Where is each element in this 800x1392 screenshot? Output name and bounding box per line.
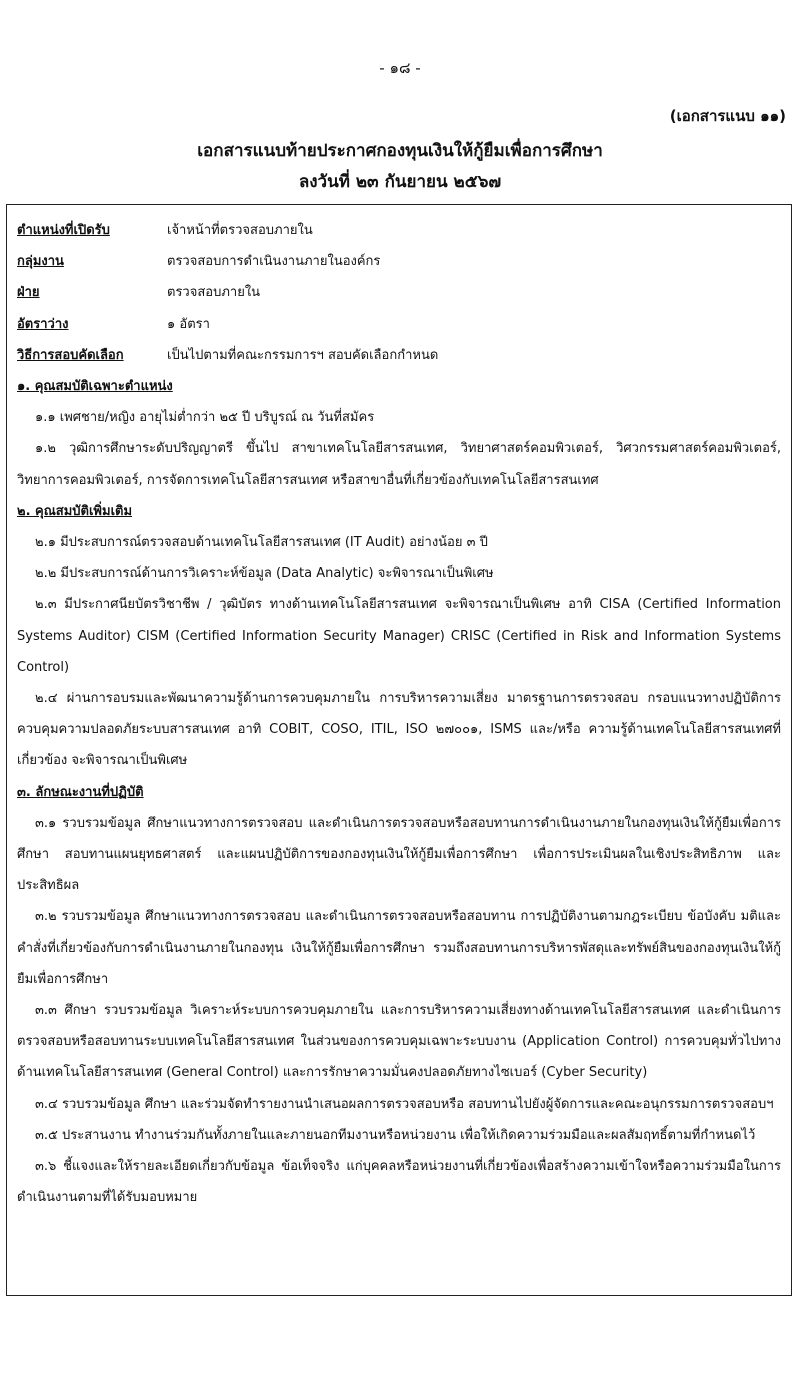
field-value: ตรวจสอบภายใน <box>167 285 261 301</box>
section-heading-specific-qualifications: ๑. คุณสมบัติเฉพาะตำแหน่ง <box>17 379 173 395</box>
field-label: กลุ่มงาน <box>17 254 64 270</box>
list-item: ๓.๖ ชี้แจงและให้รายละเอียดเกี่ยวกับข้อมูล ข้อเท็จจริง แก่บุคคลหรือหน่วยงานที่เกี่ยวข้องเพื่อสร้างความเข้าใจหรือความร่วมมือในการดำเนินงานตามที่ได้รับมอบหมาย <box>17 1159 781 1206</box>
list-item: ๓.๓ ศึกษา รวบรวมข้อมูล วิเคราะห์ระบบการควบคุมภายใน และการบริหารความเสี่ยงทางด้านเทคโนโลยีสารสนเทศ และดำเนินการตรวจสอบหรือสอบทานระบบเทคโนโลยีสารสนเทศ ในส่วนของการควบคุมเฉพาะระบบงาน (Application Control) การควบคุมทั่วไปทางด้านเทคโนโลยีสารสนเทศ (General Control) และการรักษาความมั่นคงปลอดภัยทางไซเบอร์ (Cyber Security) <box>17 1003 781 1081</box>
document-title <box>0 136 800 198</box>
list-item: ๓.๔ รวบรวมข้อมูล ศึกษา และร่วมจัดทำรายงานนำเสนอผลการตรวจสอบหรือ สอบทานไปยังผู้จัดการและคณะอนุกรรมการตรวจสอบฯ <box>35 1096 774 1112</box>
list-item: ๒.๑ มีประสบการณ์ตรวจสอบด้านเทคโนโลยีสารสนเทศ (IT Audit) อย่างน้อย ๓ ปี <box>35 535 488 551</box>
page-number: - ๑๘ - <box>379 59 421 77</box>
content-frame <box>6 204 792 1296</box>
list-item: ๒.๒ มีประสบการณ์ด้านการวิเคราะห์ข้อมูล (Data Analytic) จะพิจารณาเป็นพิเศษ <box>35 566 494 582</box>
section-heading-job-duties: ๓. ลักษณะงานที่ปฏิบัติ <box>17 784 144 800</box>
field-label: วิธีการสอบคัดเลือก <box>17 347 124 363</box>
list-item: ๓.๕ ประสานงาน ทำงานร่วมกันทั้งภายในและภายนอกทีมงานหรือหน่วยงาน เพื่อให้เกิดความร่วมมือและผลสัมฤทธิ์ตามที่กำหนดไว้ <box>35 1127 756 1143</box>
field-department <box>17 277 781 308</box>
field-position <box>17 215 781 246</box>
field-value: เจ้าหน้าที่ตรวจสอบภายใน <box>167 223 313 238</box>
list-item: ๒.๔ ผ่านการอบรมและพัฒนาความรู้ด้านการควบคุมภายใน การบริหารความเสี่ยง มาตรฐานการตรวจสอบ กรอบแนวทางปฏิบัติการควบคุมความปลอดภัยระบบสารสนเทศ อาทิ COBIT, COSO, ITIL, ISO ๒๗๐๐๑, ISMS และ/หรือ ความรู้ด้านเทคโนโลยีสารสนเทศที่เกี่ยวข้อง จะพิจารณาเป็นพิเศษ <box>17 691 781 769</box>
field-label: ตำแหน่งที่เปิดรับ <box>17 223 110 238</box>
list-item: ๑.๑ เพศชาย/หญิง อายุไม่ต่ำกว่า ๒๕ ปี บริบูรณ์ ณ วันที่สมัคร <box>35 410 375 426</box>
list-item: ๑.๒ วุฒิการศึกษาระดับปริญญาตรี ขึ้นไป สาขาเทคโนโลยีสารสนเทศ, วิทยาศาสตร์คอมพิวเตอร์, วิศวกรรมศาสตร์คอมพิวเตอร์, วิทยาการคอมพิวเตอร์, การจัดการเทคโนโลยีสารสนเทศ หรือสาขาอื่นที่เกี่ยวข้องกับเทคโนโลยีสารสนเทศ <box>17 441 781 488</box>
list-item: ๓.๑ รวบรวมข้อมูล ศึกษาแนวทางการตรวจสอบ และดำเนินการตรวจสอบหรือสอบทานการดำเนินงานภายในกองทุนเงินให้กู้ยืมเพื่อการศึกษา สอบทานแผนยุทธศาสตร์ และแผนปฏิบัติการของกองทุนเงินให้กู้ยืมเพื่อการศึกษา เพื่อการประเมินผลในเชิงประสิทธิภาพ และประสิทธิผล <box>17 815 781 894</box>
field-selection-method <box>17 340 781 371</box>
field-label: อัตราว่าง <box>17 316 69 332</box>
field-value: เป็นไปตามที่คณะกรรมการฯ สอบคัดเลือกกำหนด <box>167 347 439 363</box>
field-value: ตรวจสอบการดำเนินงานภายในองค์กร <box>167 254 381 270</box>
attachment-label: (เอกสารแนบ ๑๑) <box>669 107 786 125</box>
document-title-line-1: เอกสารแนบท้ายประกาศกองทุนเงินให้กู้ยืมเพื่อการศึกษา <box>197 141 603 161</box>
field-work-group <box>17 246 781 277</box>
list-item: ๒.๓ มีประกาศนียบัตรวิชาชีพ / วุฒิบัตร ทางด้านเทคโนโลยีสารสนเทศ จะพิจารณาเป็นพิเศษ อาทิ CISA (Certified Information Systems Auditor) CISM (Certified Information Security Manager) CRISC (Certified in Risk and Information Systems Control) <box>17 597 781 675</box>
field-vacancies <box>17 309 781 340</box>
section-heading-additional-qualifications: ๒. คุณสมบัติเพิ่มเติม <box>17 503 133 519</box>
field-value: ๑ อัตรา <box>167 316 210 332</box>
document-date-line: ลงวันที่ ๒๓ กันยายน ๒๕๖๗ <box>298 172 502 192</box>
list-item: ๓.๒ รวบรวมข้อมูล ศึกษาแนวทางการตรวจสอบ และดำเนินการตรวจสอบหรือสอบทาน การปฏิบัติงานตามกฎระเบียบ ข้อบังคับ มติและคำสั่งที่เกี่ยวข้องกับการดำเนินงานภายในกองทุน เงินให้กู้ยืมเพื่อการศึกษา รวมถึงสอบทานการบริหารพัสดุและทรัพย์สินของกองทุนเงินให้กู้ยืมเพื่อการศึกษา <box>17 909 781 987</box>
field-label: ฝ่าย <box>17 285 40 301</box>
